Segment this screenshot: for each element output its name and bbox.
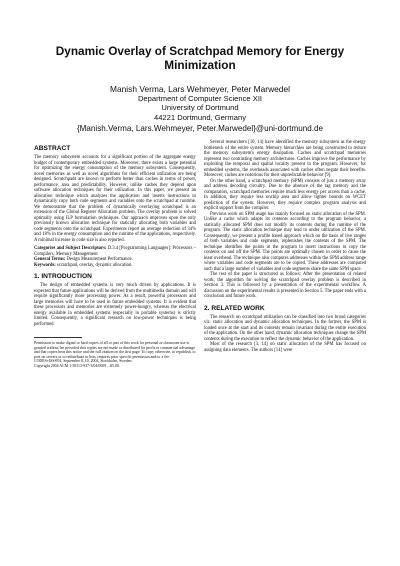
abstract-heading: ABSTRACT [34,145,71,152]
left-column [34,140,196,369]
paper-title: Dynamic Overlay of Scratchpad Memory for Energy Minimization [55,44,345,72]
introduction-text: The design of embedded systems is very much driven by applications. It is expected that future applications will be derived from the multimedia domain and will require significantly more processing power. As a result, powerful processors and large memories will have to be used in future embedded systems. It is evident that these processors and memories are extremely power-hungry, whereas the electrical energy available in embedded systems (especially in portable systems) is strictly limited. Consequently, a significant research on low-power techniques is being performed. [34,283,196,327]
abstract-text: The memory subsystem accounts for a significant portion of the aggregate energy budget of contemporary embedded systems. Moreover, there exists a large potential for optimizing the energy consumption of the memory subsystem. Consequently, novel memories as well as novel algorithms for their efficient utilization are being designed. Scratchpads are known to perform better than caches in terms of power, performance, area and predictability. However, unlike caches they depend upon software allocation techniques for their utilization. In this paper, we present an allocation technique which analyzes the application and inserts instructions to dynamically copy both code segments and variables onto the scratchpad at runtime. We demonstrate that the problem of dynamically overlaying scratchpad is an extension of the Global Register Allocation problem. The overlay problem is solved optimally using ILP formulation techniques. Our approach improves upon the only previously known allocation technique for statically allocating both variables and code segments onto the scratchpad. Experiments report an average reduction of 34% and 18% in the energy consumption and the runtime of the applications, respectively. A minimal increase in code size is also reported. [34,155,196,243]
paragraph: On the other hand, a scratchpad memory (SPM) consists of just a memory array and address decoding circuitry. Due to the absence of the tag memory and the comparators, scratchpad memories require much less energy per access than a cache. In addition, they require less onchip area and allow tighter bounds on WCET prediction of the system. However, they require complex program analysis and explicit support from the compiler. [204,178,366,211]
general-terms-text: Design Measurement Performance. [66,257,133,262]
categories-label: Categories and Subject Descriptors: [34,246,107,251]
categories-line [34,246,196,257]
university: University of Dortmund [161,103,239,113]
address: 44221 Dortmund, Germany [153,112,246,122]
department: Department of Computer Science XII [137,94,263,103]
author-emails: {Manish.Verma, Lars.Wehmeyer, Peter.Marwedel}@uni-dortmund.de [76,124,324,134]
permission-notice: Permission to make digital or hard copies of all or part of this work for personal or classroom use is granted without fee provided that copies are not made or distributed for profit or commercial advantage and that copies bear this notice and the full citation on the first page. To copy otherwise, to republish, to post on servers or to redistribute to lists, requires prior specific permission and/or a fee. [34,341,196,359]
paragraph: The research on scratchpad utilization can be classified into two broad categories viz. static allocation and dynamic allocation techniques. In the former, the SPM is loaded once at the start and its contents remain invariant during the entire execution of the application. On the other hand, dynamic allocation techniques change the SPM contents during the execution to reflect the dynamic behavior of the application. [204,314,366,342]
paragraph: Previous work on SPM usage has mainly focused on static allocation of the SPM. Unlike a cache which adapts its contents according to the program behavior, a statically allocated SPM does not modify its contents during the runtime of the program. The static allocation technique may lead to under utilization of the SPM. Consequently, we present a profile based approach which on the basis of live ranges of both variables and code segments, replenishes the contents of the SPM. The technique identifies the points in the program to insert instructions to copy the contents on and off the SPM. The points are optimally chosen in order to cause the least overhead. The technique also computes addresses within the SPM address range where variables and code segments are to be copied. These addresses are computed such that a large number of variables and code segments share the same SPM space. [204,211,366,272]
related-work-heading: 2. RELATED WORK [204,304,265,312]
author-block [40,84,360,134]
introduction-heading: 1. INTRODUCTION [34,273,92,280]
keywords-text: scratchpad, overlay, dynamic allocation. [57,262,133,268]
paragraph: Several researchers [10, 14] have identified the memory subsystem as the energy bottleneck of the entire system. Memory hierarchies are being constructed to reduce the memory subsystem's energy dissipation. Caches and scratchpad memories represent two contrasting memory architectures. Caches improve the performance by exploiting the temporal and spatial locality present in the program. However, for embedded systems, the overheads associated with caches often negate their benefits. Moreover, caches are notorious for their unpredictable behavior [9]. [204,140,366,178]
right-column [204,140,366,353]
footnote-rule [34,337,82,338]
paragraph: The rest of the paper is structured as follows: After the presentation of related work, the algorithm for solving the scratchpad overlay problem is described in Section 3. This is followed by a presentation of the experimental workflow. A discussion on the experimental results is presented in Section 5. The paper ends with a conclusion and future work. [204,272,366,299]
general-terms-label: General Terms: [34,257,66,262]
keywords-line [34,263,196,269]
categories-text: D.3.4 [Programming Languages]: Processors – Compilers, Memory Management [34,246,196,257]
copyright-line: Copyright 2004 ACM 1-58113-937-3/04/0009 ...$5.00. [34,363,120,368]
author-names: Manish Verma, Lars Wehmeyer, Peter Marwedel [110,84,290,94]
conference-line: CODES+ISSS'04, September 8–10, 2004, Stockholm, Sweden. [34,359,133,364]
keywords-label: Keywords: [34,262,56,268]
paragraph: Most of the research [3, 14] on static allocation of the SPM has focused on assigning data elements. The authors [14] were [204,342,366,353]
